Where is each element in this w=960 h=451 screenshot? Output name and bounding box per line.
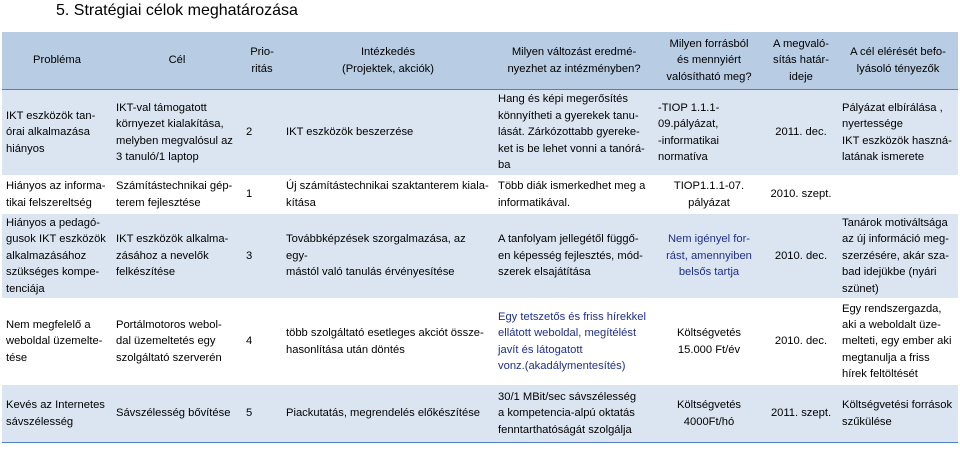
- table-row: [2, 176, 958, 214]
- cell-intezkedes: IKT eszközök beszerzése: [282, 90, 494, 176]
- cell-forras: Nem igényel for- rást, amennyiben belsős tartja: [654, 214, 764, 299]
- cell-hatarido: 2010. dec.: [764, 299, 838, 385]
- table-row: [2, 214, 958, 299]
- cell-problema: Kevés az Internetes sávszélesség: [2, 385, 112, 443]
- header-valtozas: Milyen változást eredmé- nyezhet az intézményben?: [494, 32, 654, 90]
- cell-intezkedes: Piackutatás, megrendelés előkészítése: [282, 385, 494, 443]
- cell-valtozas: A tanfolyam jellegétől függő- en képesség fejlesztés, mód- szerek elsajátítása: [494, 214, 654, 299]
- cell-valtozas: Hang és képi megerősítés könnyítheti a gyerekek tanu- lását. Zárkózottabb gyereke- ket is be lehet vonni a tanórá- ba: [494, 90, 654, 176]
- cell-tenyezok: Pályázat elbírálása , nyertessége IKT eszközök haszná- latának ismerete: [838, 90, 958, 176]
- cell-problema: IKT eszközök tan- órai alkalmazása hiányos: [2, 90, 112, 176]
- cell-cel: Portálmotoros webol- dal üzemeltetés egy szolgáltató szerverén: [112, 299, 242, 385]
- cell-intezkedes: Továbbképzések szorgalmazása, az egy- mástól való tanulás érvényesítése: [282, 214, 494, 299]
- cell-problema: Hiányos a pedagó- gusok IKT eszközök alkalmazásához szükséges kompe- tenciája: [2, 214, 112, 299]
- header-cel: Cél: [112, 32, 242, 90]
- cell-intezkedes: Új számítástechnikai szaktanterem kiala- kítása: [282, 176, 494, 214]
- header-intezkedes: Intézkedés (Projektek, akciók): [282, 32, 494, 90]
- strategy-table: [2, 32, 958, 443]
- page-title: 5. Stratégiai célok meghatározása: [56, 2, 298, 19]
- cell-problema: Hiányos az informa- tikai felszereltség: [2, 176, 112, 214]
- cell-forras: Költségvetés 15.000 Ft/év: [654, 299, 764, 385]
- cell-prioritas: 1: [242, 176, 282, 214]
- cell-valtozas: Több diák ismerkedhet meg a informatikával.: [494, 176, 654, 214]
- cell-forras: -TIOP 1.1.1- 09.pályázat, -informatikai normatíva: [654, 90, 764, 176]
- cell-hatarido: 2010. szept.: [764, 176, 838, 214]
- cell-problema: Nem megfelelő a weboldal üzemelte- tése: [2, 299, 112, 385]
- cell-tenyezok: Egy rendszergazda, aki a weboldalt üze- melteti, egy ember aki megtanulja a friss hírek feltöltését: [838, 299, 958, 385]
- cell-hatarido: 2011. dec.: [764, 90, 838, 176]
- header-forras: Milyen forrásból és mennyiért valósítható meg?: [654, 32, 764, 90]
- cell-prioritas: 2: [242, 90, 282, 176]
- cell-prioritas: 4: [242, 299, 282, 385]
- cell-prioritas: 5: [242, 385, 282, 443]
- table-row: [2, 90, 958, 176]
- header-prioritas: Prio- ritás: [242, 32, 282, 90]
- cell-hatarido: 2010. dec.: [764, 214, 838, 299]
- cell-intezkedes: több szolgáltató esetleges akciót össze- hasonlítása után döntés: [282, 299, 494, 385]
- header-problema: Probléma: [2, 32, 112, 90]
- cell-valtozas: 30/1 MBit/sec sávszélesség a kompetencia-alpú oktatás fenntarthatóságát szolgálja: [494, 385, 654, 443]
- cell-forras: TIOP1.1.1-07. pályázat: [654, 176, 764, 214]
- table-row: [2, 385, 958, 443]
- cell-prioritas: 3: [242, 214, 282, 299]
- cell-valtozas: Egy tetszetős és friss hírekkel ellátott weboldal, megítélést javít és látogatott vonz.(akadálymentesítés): [494, 299, 654, 385]
- cell-tenyezok: Költségvetési források szűkülése: [838, 385, 958, 443]
- header-tenyezok: A cél elérését befo- lyásoló tényezők: [838, 32, 958, 90]
- table-row: [2, 299, 958, 385]
- header-row: [2, 32, 958, 90]
- cell-forras: Költségvetés 4000Ft/hó: [654, 385, 764, 443]
- cell-cel: Sávszélesség bővítése: [112, 385, 242, 443]
- cell-cel: Számítástechnikai gép- terem fejlesztése: [112, 176, 242, 214]
- header-hatarido: A megvaló- sítás határ- ideje: [764, 32, 838, 90]
- cell-tenyezok: [838, 176, 958, 214]
- cell-cel: IKT eszközök alkalma- zásához a nevelők felkészítése: [112, 214, 242, 299]
- cell-tenyezok: Tanárok motiváltsága az új információ meg- szerzésére, akár sza- bad idejükbe (nyári szünet): [838, 214, 958, 299]
- cell-hatarido: 2011. szept.: [764, 385, 838, 443]
- cell-cel: IKT-val támogatott környezet kialakítása, melyben megvalósul az 3 tanuló/1 laptop: [112, 90, 242, 176]
